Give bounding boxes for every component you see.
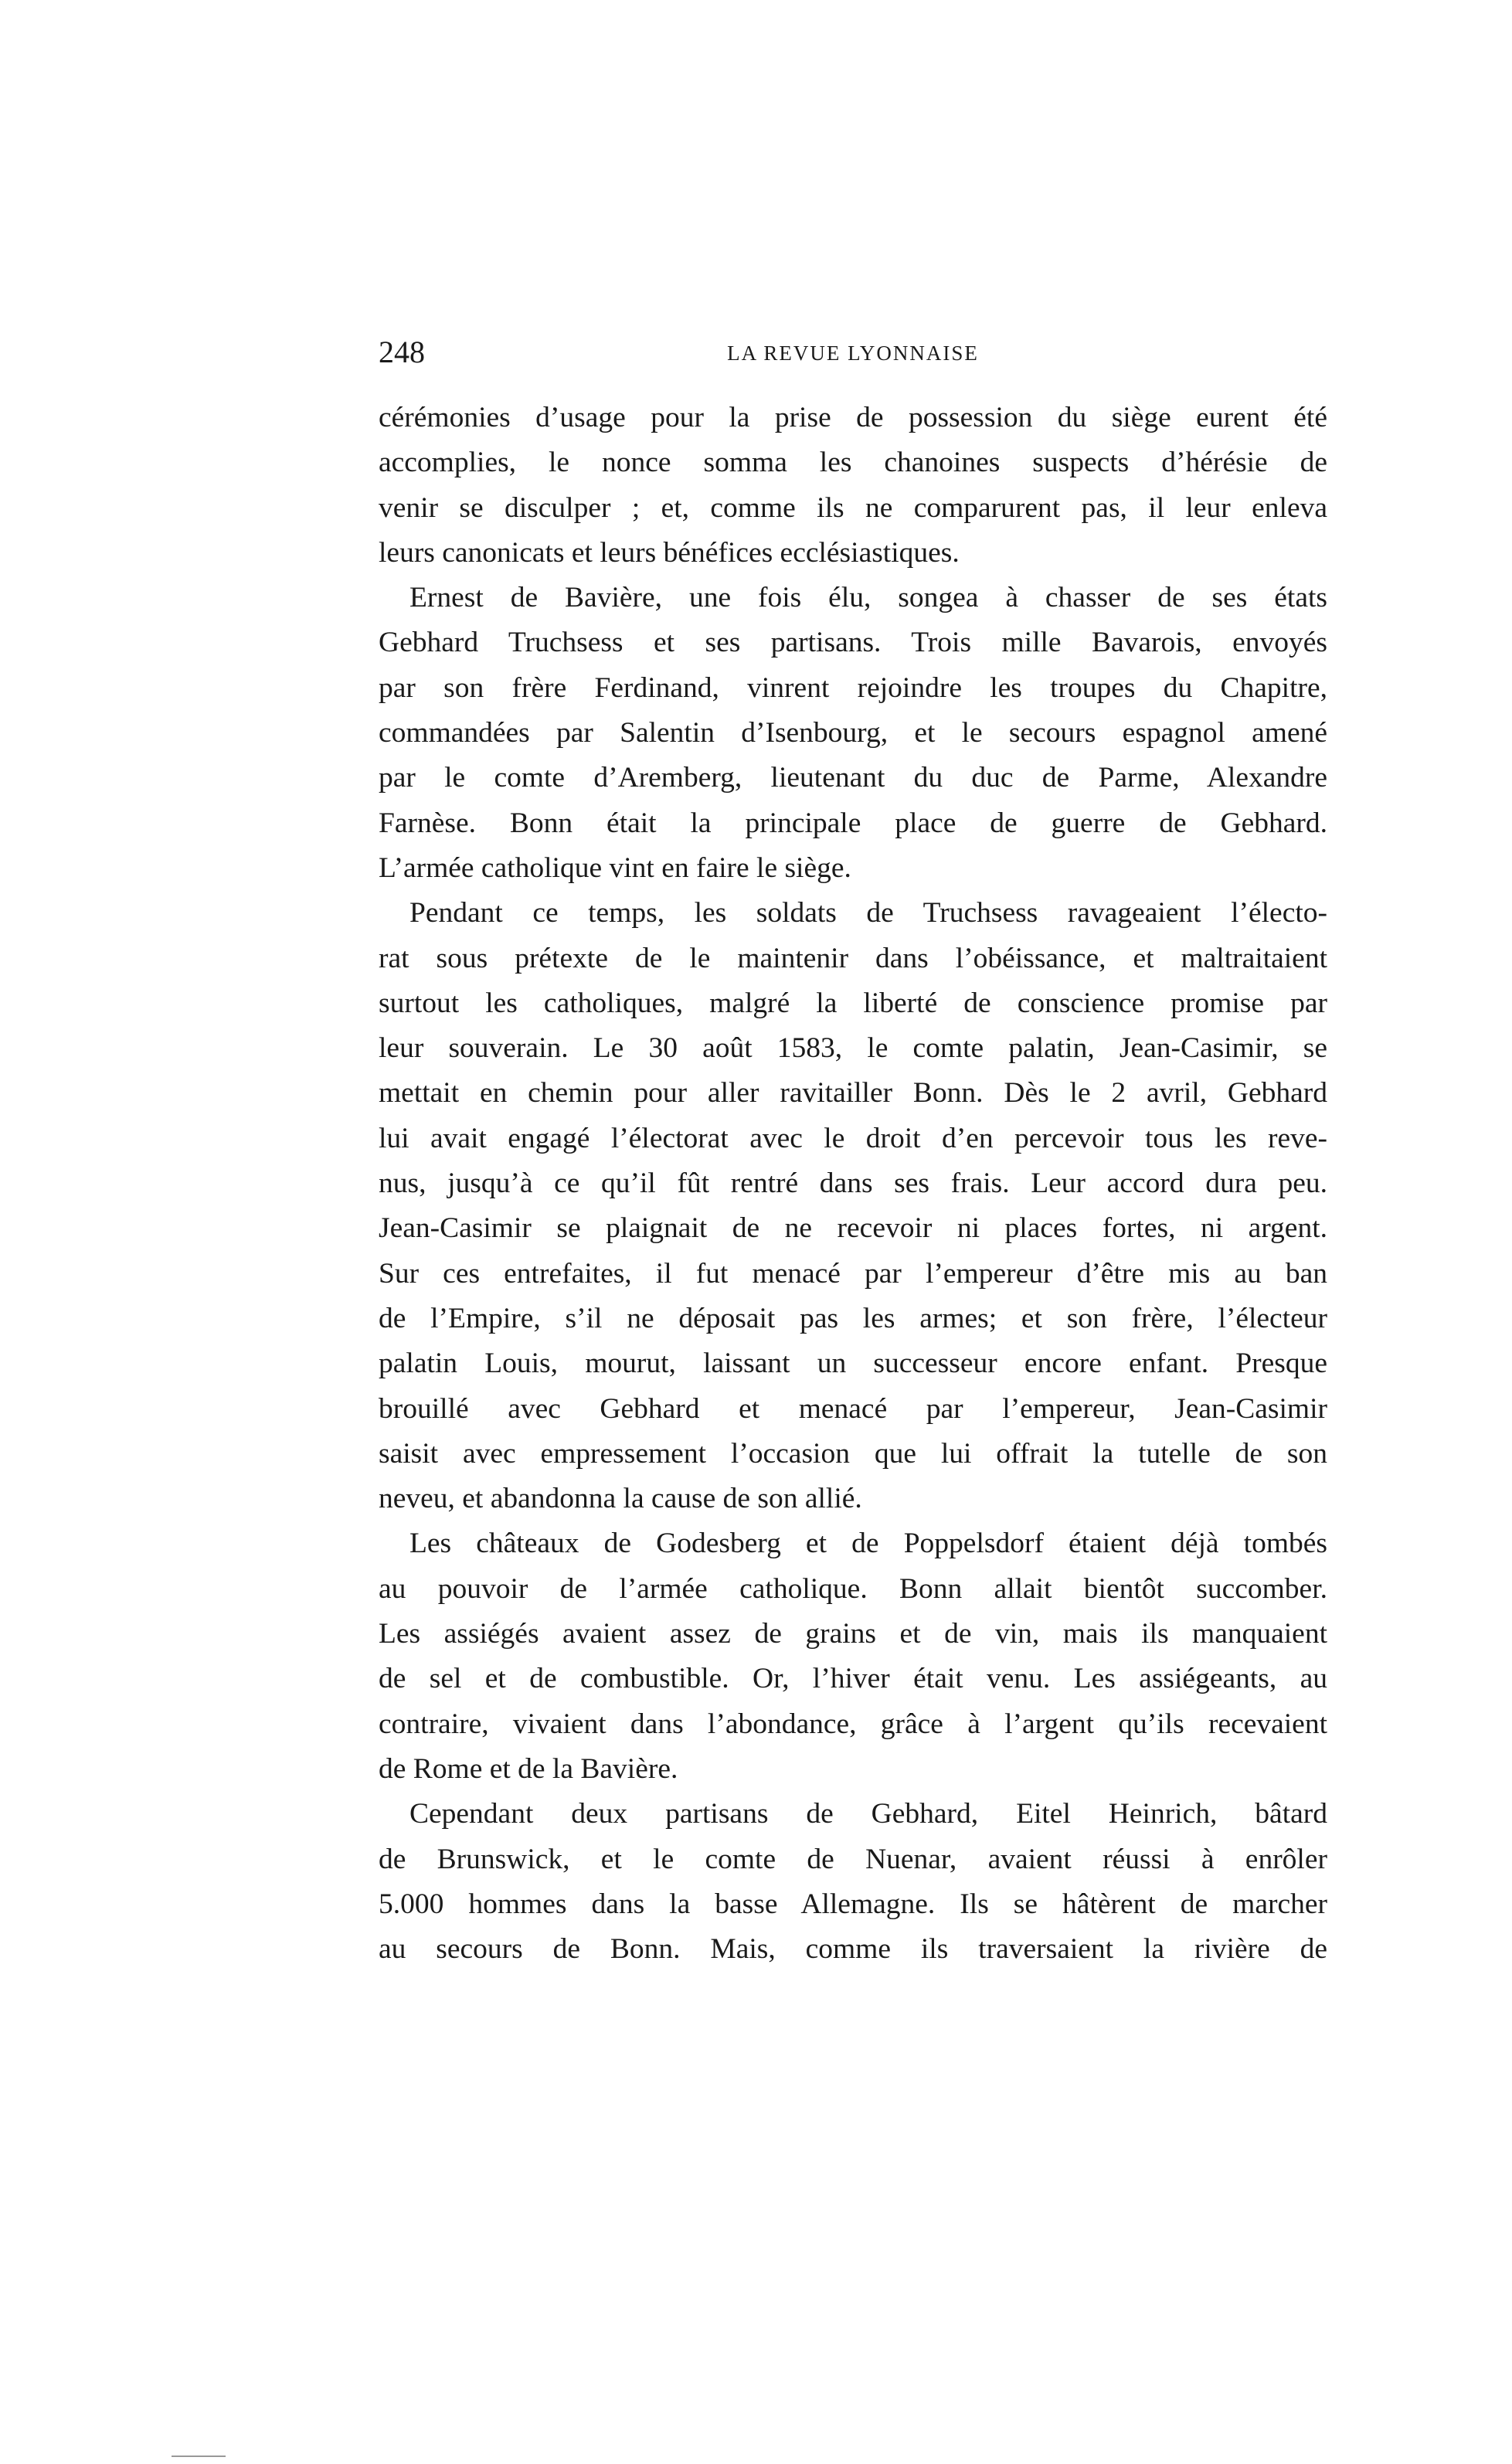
text-line: nus, jusqu’à ce qu’il fût rentré dans ses frais. Leur accord dura peu. bbox=[379, 1167, 1327, 1200]
text-line: rat sous prétexte de le maintenir dans l’obéissance, et maltraitaient bbox=[379, 942, 1327, 974]
text-line: Sur ces entrefaites, il fut menacé par l’empereur d’être mis au ban bbox=[379, 1257, 1327, 1290]
text-line: de Brunswick, et le comte de Nuenar, avaient réussi à enrôler bbox=[379, 1843, 1327, 1875]
text-line: au secours de Bonn. Mais, comme ils traversaient la rivière de bbox=[379, 1933, 1327, 1966]
text-line: de sel et de combustible. Or, l’hiver était venu. Les assiégeants, au bbox=[379, 1663, 1327, 1695]
paragraph bbox=[379, 1792, 1327, 1972]
paragraph bbox=[379, 891, 1327, 1521]
text-line: commandées par Salentin d’Isenbourg, et le secours espagnol amené bbox=[379, 717, 1327, 749]
text-line: Les assiégés avaient assez de grains et de vin, mais ils manquaient bbox=[379, 1618, 1327, 1650]
text-line: saisit avec empressement l’occasion que lui offrait la tutelle de son bbox=[379, 1437, 1327, 1470]
body-text bbox=[379, 396, 1327, 1972]
text-line: au pouvoir de l’armée catholique. Bonn allait bientôt succomber. bbox=[379, 1572, 1327, 1605]
text-line: L’armée catholique vint en faire le siège. bbox=[379, 851, 851, 884]
text-line: accomplies, le nonce somma les chanoines suspects d’hérésie de bbox=[379, 447, 1327, 479]
text-line: mettait en chemin pour aller ravitailler Bonn. Dès le 2 avril, Gebhard bbox=[379, 1077, 1327, 1110]
running-title: LA REVUE LYONNAISE bbox=[727, 342, 979, 365]
text-line: Farnèse. Bonn était la principale place de guerre de Gebhard. bbox=[379, 807, 1327, 839]
text-line: par son frère Ferdinand, vinrent rejoindre les troupes du Chapitre, bbox=[379, 671, 1327, 704]
paragraph bbox=[379, 576, 1327, 891]
text-line: surtout les catholiques, malgré la liberté de conscience promise par bbox=[379, 987, 1327, 1019]
text-line: brouillé avec Gebhard et menacé par l’empereur, Jean-Casimir bbox=[379, 1392, 1327, 1425]
page-number: 248 bbox=[379, 335, 425, 369]
paragraph bbox=[379, 1521, 1327, 1792]
text-line: Gebhard Truchsess et ses partisans. Trois mille Bavarois, envoyés bbox=[379, 627, 1327, 659]
paragraph bbox=[379, 396, 1327, 576]
text-line: Ernest de Bavière, une fois élu, songea à chasser de ses états bbox=[409, 582, 1327, 614]
text-line: contraire, vivaient dans l’abondance, grâce à l’argent qu’ils recevaient bbox=[379, 1708, 1327, 1740]
page-header bbox=[379, 334, 1327, 372]
text-line: Jean-Casimir se plaignait de ne recevoir ni places fortes, ni argent. bbox=[379, 1212, 1327, 1245]
text-line: cérémonies d’usage pour la prise de possession du siège eurent été bbox=[379, 402, 1327, 433]
text-line: Cependant deux partisans de Gebhard, Eitel Heinrich, bâtard bbox=[409, 1798, 1327, 1830]
text-line: Pendant ce temps, les soldats de Truchsess ravageaient l’électo- bbox=[409, 897, 1327, 930]
text-line: leur souverain. Le 30 août 1583, le comte palatin, Jean-Casimir, se bbox=[379, 1032, 1327, 1065]
text-line: par le comte d’Aremberg, lieutenant du duc de Parme, Alexandre bbox=[379, 762, 1327, 794]
text-line: de Rome et de la Bavière. bbox=[379, 1752, 678, 1785]
text-line: neveu, et abandonna la cause de son allié. bbox=[379, 1483, 862, 1515]
text-line: de l’Empire, s’il ne déposait pas les armes; et son frère, l’électeur bbox=[379, 1302, 1327, 1334]
text-line: palatin Louis, mourut, laissant un successeur encore enfant. Presque bbox=[379, 1348, 1327, 1380]
text-line: lui avait engagé l’électorat avec le droit d’en percevoir tous les reve- bbox=[379, 1122, 1327, 1154]
text-line: 5.000 hommes dans la basse Allemagne. Ils se hâtèrent de marcher bbox=[379, 1888, 1327, 1920]
scan-mark bbox=[172, 2456, 226, 2457]
text-line: venir se disculper ; et, comme ils ne comparurent pas, il leur enleva bbox=[379, 491, 1327, 524]
text-line: leurs canonicats et leurs bénéfices ecclésiastiques. bbox=[379, 536, 960, 569]
text-line: Les châteaux de Godesberg et de Poppelsdorf étaient déjà tombés bbox=[409, 1528, 1327, 1560]
